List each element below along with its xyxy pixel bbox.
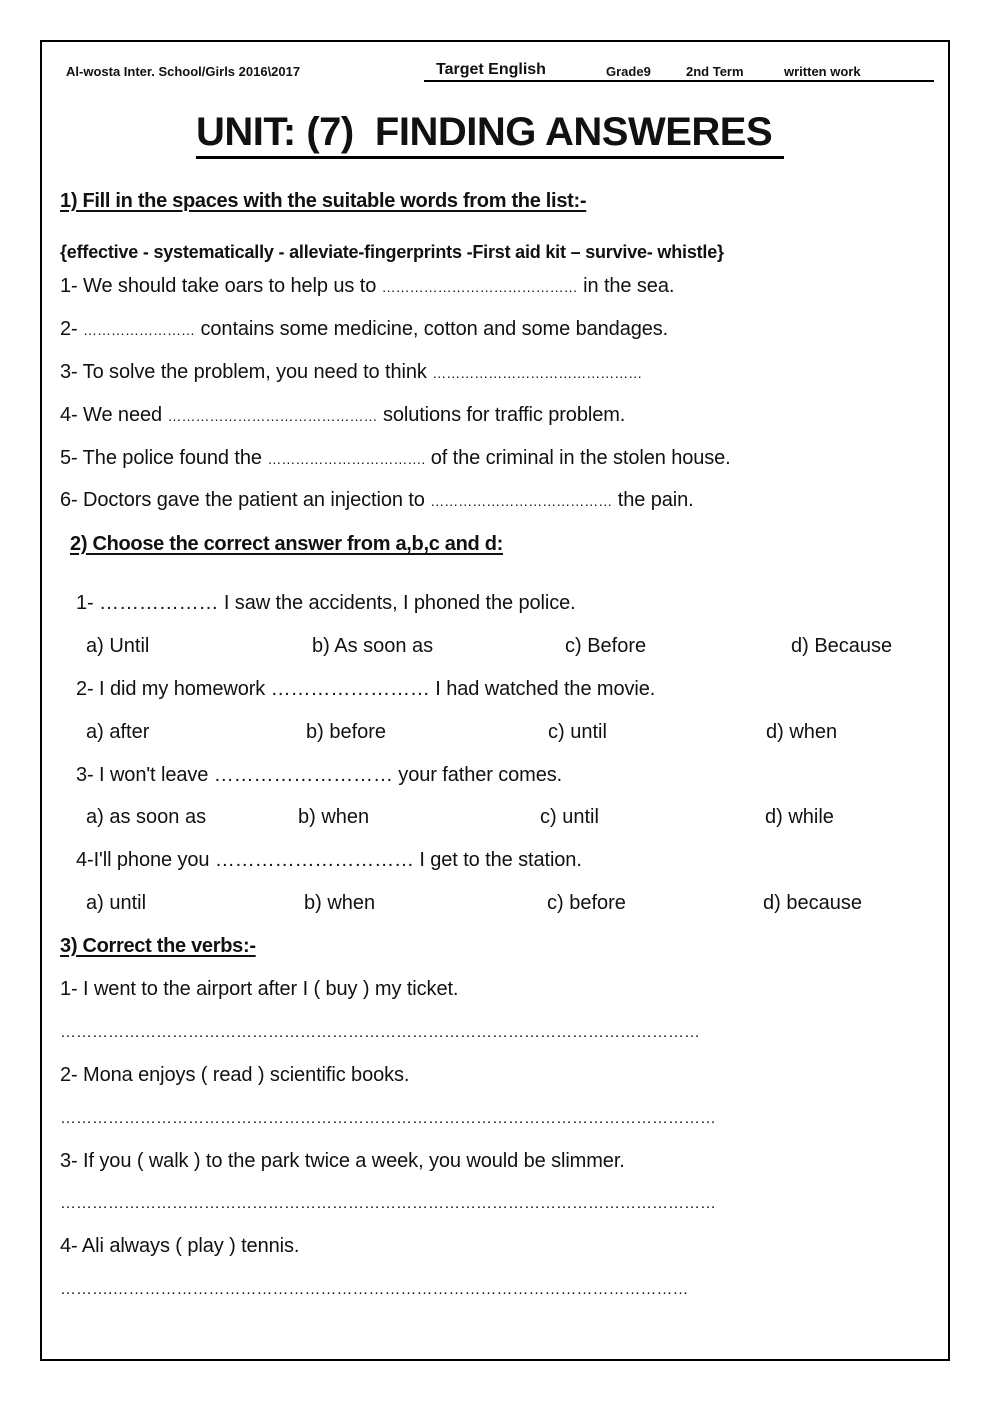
blank-field[interactable]: ……………………………. xyxy=(267,451,426,467)
fill-item-text: 5- The police found the xyxy=(60,447,268,469)
mcq-question-4: 4-I'll phone you ………………………… I get to the station. xyxy=(76,849,582,871)
verb-item-2: 2- Mona enjoys ( read ) scientific books. xyxy=(60,1064,410,1086)
mcq-question-3: 3- I won't leave ……………………… your father comes. xyxy=(76,764,563,786)
answer-line-1[interactable]: ………………………………………………………………………………………………………… xyxy=(60,1024,700,1041)
fill-item-text: 1- We should take oars to help us to xyxy=(60,275,382,297)
fill-item-text: 4- We need xyxy=(60,404,168,426)
blank-field[interactable]: ……………………………………… xyxy=(432,365,643,381)
fill-item-text: in the sea. xyxy=(577,275,675,297)
mcq-option-2a[interactable]: a) after xyxy=(86,721,150,743)
verb-item-3: 3- If you ( walk ) to the park twice a week, you would be slimmer. xyxy=(60,1150,625,1172)
mcq-question-1: 1- ……………… I saw the accidents, I phoned the police. xyxy=(76,592,576,614)
mcq-option-1d[interactable]: d) Because xyxy=(791,635,893,657)
mcq-option-4c[interactable]: c) before xyxy=(547,892,626,914)
mcq-option-2b[interactable]: b) before xyxy=(306,721,387,743)
header-underline xyxy=(424,80,934,82)
subject: Target English xyxy=(436,61,546,78)
answer-line-3[interactable]: …………………………………………………………………………………………………………… xyxy=(60,1195,716,1212)
mcq-option-1b[interactable]: b) As soon as xyxy=(312,635,434,657)
fill-item-text: 2- xyxy=(60,318,84,340)
mcq-option-3b[interactable]: b) when xyxy=(298,806,370,828)
fill-item-6 xyxy=(60,489,694,512)
blank-field[interactable]: …………………… xyxy=(83,322,196,338)
section3-heading: 3) Correct the verbs:- xyxy=(60,935,256,957)
fill-item-4 xyxy=(60,404,625,427)
blank-field[interactable]: ……………………………………… xyxy=(167,408,378,424)
mcq-option-4a[interactable]: a) until xyxy=(86,892,147,914)
answer-line-2[interactable]: …………………………………………………………………………………………………………… xyxy=(60,1110,716,1127)
blank-field[interactable]: …………………………………… xyxy=(381,279,578,295)
mcq-option-3d[interactable]: d) while xyxy=(765,806,834,828)
fill-item-text: solutions for traffic problem. xyxy=(377,404,626,426)
mcq-option-3a[interactable]: a) as soon as xyxy=(86,806,207,828)
fill-item-3 xyxy=(60,361,642,384)
verb-item-4: 4- Ali always ( play ) tennis. xyxy=(60,1235,300,1257)
blank-field[interactable]: ………………………………… xyxy=(430,493,613,509)
fill-item-text: contains some medicine, cotton and some bandages. xyxy=(195,318,669,340)
fill-item-text: 3- To solve the problem, you need to think xyxy=(60,361,433,383)
school-name: Al-wosta Inter. School/Girls 2016\2017 xyxy=(66,64,301,79)
mcq-option-4d[interactable]: d) because xyxy=(763,892,862,914)
term: 2nd Term xyxy=(686,64,744,79)
work-type: written work xyxy=(784,64,861,79)
fill-item-5 xyxy=(60,447,731,470)
mcq-option-1a[interactable]: a) Until xyxy=(86,635,150,657)
fill-item-text: the pain. xyxy=(612,489,694,511)
mcq-question-2: 2- I did my homework …………………… I had watched the movie. xyxy=(76,678,656,700)
fill-item-1 xyxy=(60,275,674,298)
page-title: UNIT: (7) FINDING ANSWERES xyxy=(196,108,784,159)
section1-heading: 1) Fill in the spaces with the suitable words from the list:- xyxy=(60,190,587,212)
grade: Grade9 xyxy=(606,64,651,79)
mcq-option-2d[interactable]: d) when xyxy=(766,721,838,743)
mcq-option-1c[interactable]: c) Before xyxy=(565,635,647,657)
fill-item-2 xyxy=(60,318,668,341)
section2-heading: 2) Choose the correct answer from a,b,c and d: xyxy=(70,533,503,555)
mcq-option-3c[interactable]: c) until xyxy=(540,806,599,828)
mcq-option-2c[interactable]: c) until xyxy=(548,721,607,743)
mcq-option-4b[interactable]: b) when xyxy=(304,892,376,914)
fill-item-text: of the criminal in the stolen house. xyxy=(425,447,731,469)
word-list: {effective - systematically - alleviate-fingerprints -First aid kit – survive- whistle} xyxy=(60,242,724,262)
fill-item-text: 6- Doctors gave the patient an injection to xyxy=(60,489,431,511)
answer-line-4[interactable]: ……….……………………………………………………………………………………………… xyxy=(60,1281,689,1298)
verb-item-1: 1- I went to the airport after I ( buy ) my ticket. xyxy=(60,978,459,1000)
